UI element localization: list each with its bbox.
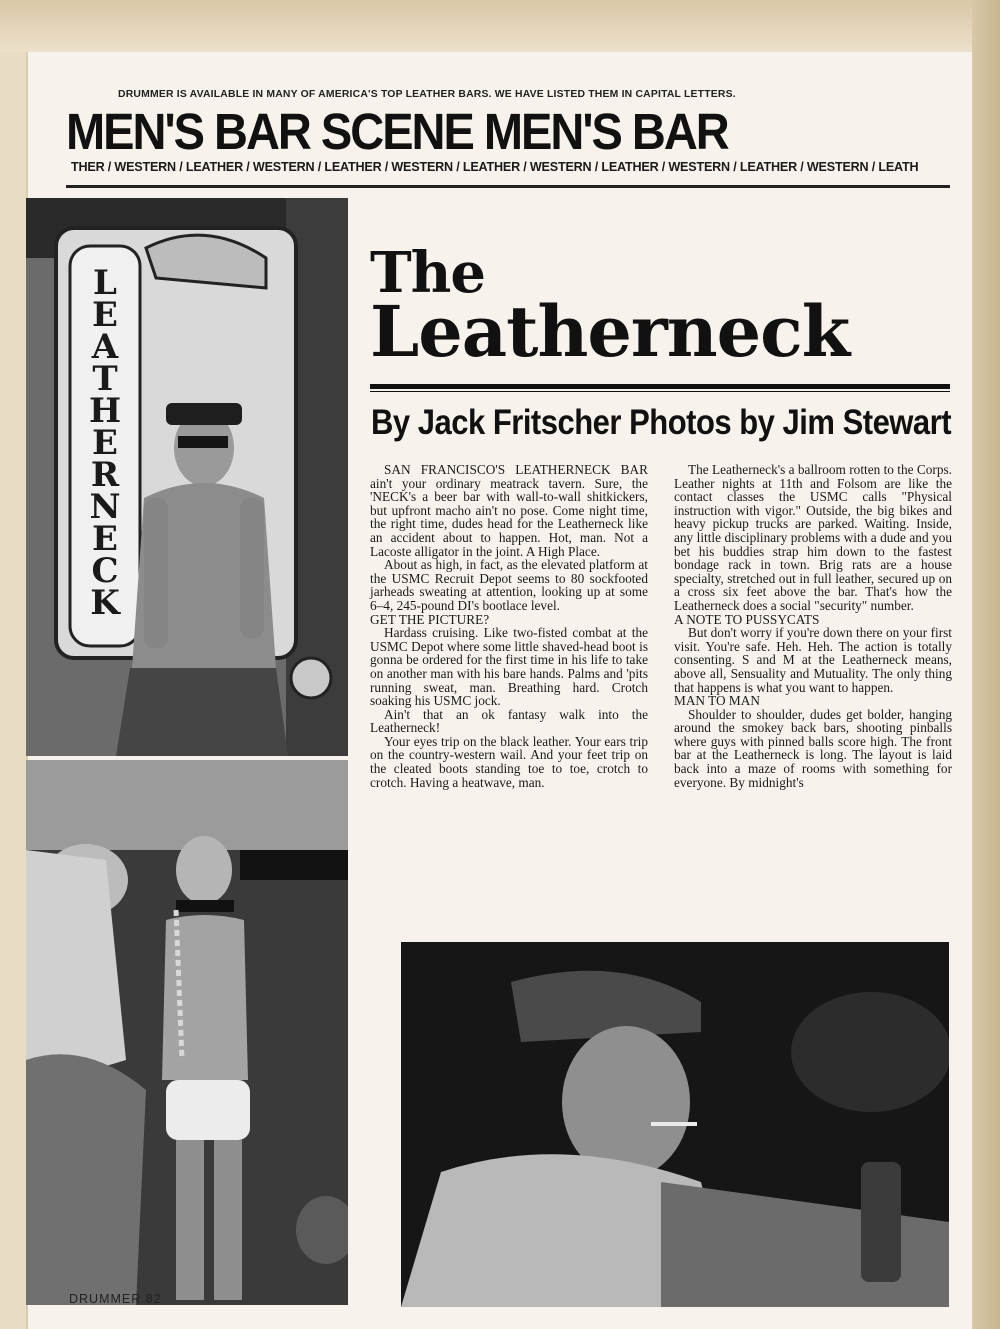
svg-text:N: N (89, 487, 121, 527)
paragraph: The Leatherneck's a ballroom rotten to the Corps. Leather nights at 11th and Folsom are like the contact classes the USMC calls "Physical instruction with vigor." Outside, the big bikes and heavy pickup trucks are parked. Waiting. Inside, any little disciplinary problems with a dude and you bet his buddies strap him down to the fastest bondage rack in town. Brig rats are a house specialty, stretched out in full leather, secured up on a cross six feet above the bar. That's how the Leatherneck does a social "security" number. (674, 462, 952, 613)
title-line-2: Leatherneck (370, 289, 850, 373)
svg-text:E: E (92, 519, 118, 559)
svg-text:T: T (92, 359, 118, 399)
paragraph: Ain't that an ok fantasy walk into the Leatherneck! (370, 706, 648, 736)
section-ticker: THER / WESTERN / LEATHER / WESTERN / LEATHER / WESTERN / LEATHER / WESTERN / LEATHER / WESTERN / LEATHER / WESTERN / LEATH (71, 160, 919, 174)
subhead: GET THE PICTURE? (370, 611, 490, 627)
photo-cross-scene (26, 760, 348, 1305)
svg-text:E: E (92, 295, 118, 335)
paragraph: About as high, in fact, as the elevated platform at the USMC Recruit Depot seems to 80 sockfooted jarheads sweating at attention, looking up at some 6–4, 245-pound DI's bootlace level. (370, 557, 648, 613)
page-top-edge (0, 0, 1000, 52)
header-rule (66, 185, 950, 188)
page-spine-edge (972, 0, 1000, 1329)
photo-smoking-patron (401, 942, 949, 1307)
svg-text:E: E (92, 423, 118, 463)
svg-text:C: C (91, 551, 119, 591)
paragraph: Shoulder to shoulder, dudes get bolder, hanging around the smokey back bars, shooting pinballs where guys with pinned balls score high. The front bar at the Leatherneck is long. The layout is laid back into a maze of rooms with something for everyone. By midnight's (674, 706, 952, 790)
paragraph: But don't worry if you're down there on your first visit. You're safe. Heh. Heh. The action is totally consenting. S and M at the Leatherneck means, above all, Sensuality and Mutuality. The only thing that happens is what you want to happen. (674, 625, 952, 695)
svg-text:H: H (88, 391, 122, 431)
title-line-1: The (370, 240, 486, 306)
paragraph: Hardass cruising. Like two-fisted combat at the USMC Depot where some little shaved-head boot is gonna be ordered for the first time in his life to take on another man with his bare hands. Palms and 'pits running sweat, man. Breathing hard. Crotch soaking his USMC jock. (370, 625, 648, 709)
article-column-right (674, 463, 952, 789)
article-column-left (370, 463, 648, 789)
byline: By Jack Fritscher Photos by Jim Stewart (371, 402, 952, 443)
subhead: MAN TO MAN (674, 693, 760, 709)
paragraph: SAN FRANCISCO'S LEATHERNECK BAR ain't your ordinary meatrack tavern. Sure, the 'NECK's a beer bar with wall-to-wall shitkickers, but upfront macho ain't no pose. Come night time, the right time, dudes head for the Leatherneck like an accident about to happen. Hot, man. Not a Lacoste alligator in the joint. A High Place. (370, 462, 648, 559)
title-rule (370, 384, 950, 389)
subhead: A NOTE TO PUSSYCATS (674, 611, 820, 627)
svg-text:R: R (90, 455, 120, 495)
svg-text:A: A (91, 327, 119, 367)
section-banner: MEN'S BAR SCENE MEN'S BAR (66, 106, 728, 158)
distribution-notice: DRUMMER IS AVAILABLE IN MANY OF AMERICA'S TOP LEATHER BARS. WE HAVE LISTED THEM IN CAPITAL LETTERS. (118, 89, 736, 100)
photo-bar-entrance (26, 198, 348, 756)
sign-lettering (89, 263, 121, 623)
paragraph: Your eyes trip on the black leather. Your ears trip on the country-western wail. And your feet trip on the cleated boots standing toe to toe, crotch to crotch. Having a heatwave, man. (370, 733, 648, 790)
svg-text:L: L (93, 263, 117, 303)
svg-text:K: K (90, 583, 120, 623)
title-rule-thin (370, 391, 950, 392)
article-title (370, 240, 930, 373)
page-number: DRUMMER 82 (69, 1292, 162, 1306)
